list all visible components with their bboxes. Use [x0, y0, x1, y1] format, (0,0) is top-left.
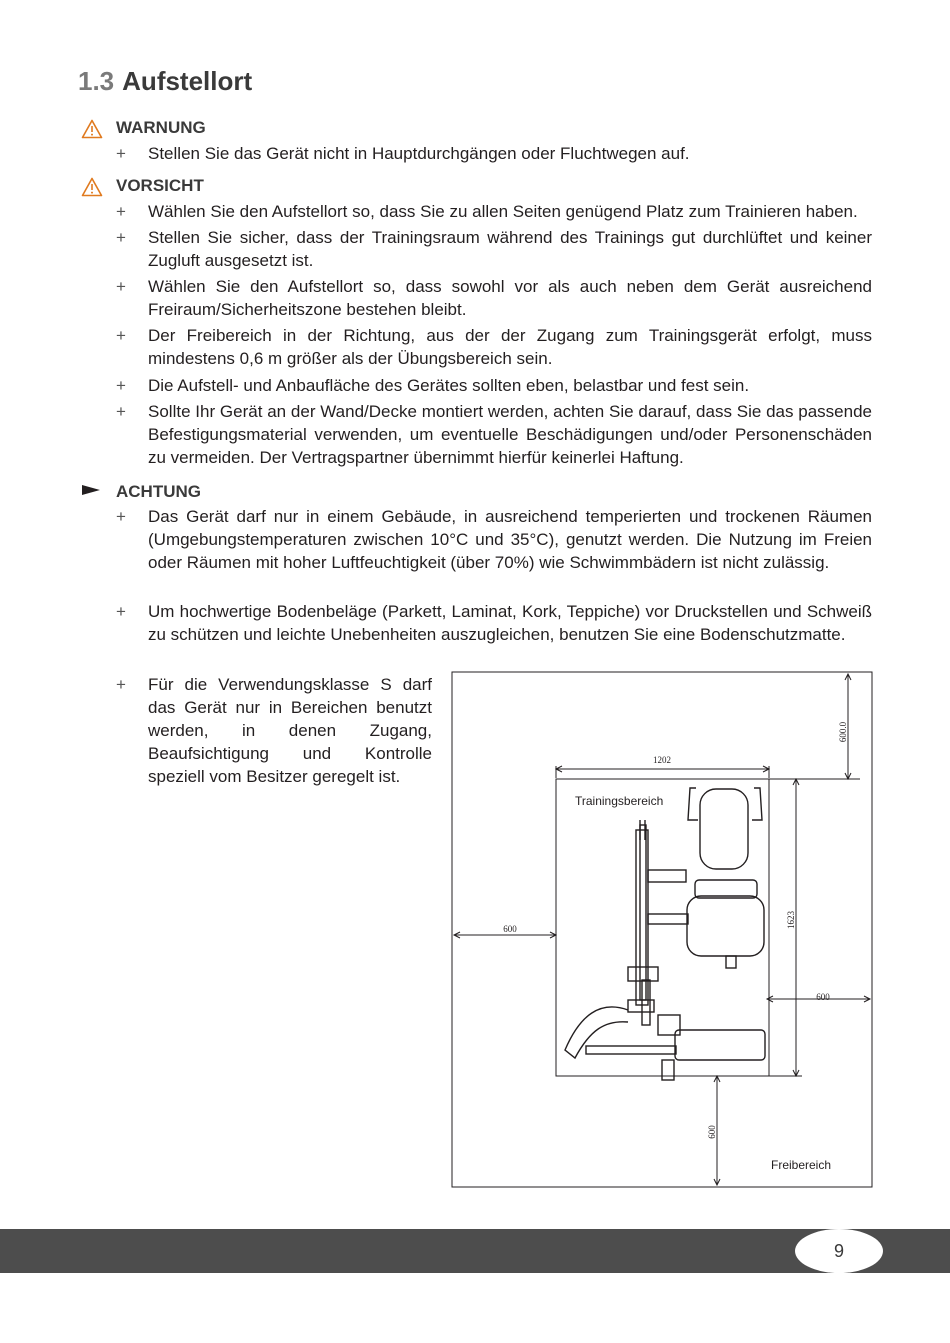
dim-width-label: 1202 [653, 755, 671, 765]
dim-top-label: 600.0 [838, 721, 848, 743]
page-title [78, 66, 252, 97]
bullet-plus: + [116, 144, 126, 163]
arrow-right-icon [81, 484, 101, 496]
achtung-item: + Das Gerät darf nur in einem Gebäude, in ausreichend temperierten und trockenen Räumen (Umgebungstemperaturen zwischen 10°C und 35°C), genutzt werden. Die Nutzung im Freien oder Räumen mit hoher Luftfeuchtigkeit (über 70%) wie Schwimmbädern ist nicht zulässig. [116, 507, 872, 572]
warnung-heading: WARNUNG [116, 118, 206, 137]
warnung-item: + Stellen Sie das Gerät nicht in Hauptdurchgängen oder Fluchtwegen auf. [116, 144, 690, 163]
vorsicht-item: + Wählen Sie den Aufstellort so, dass sowohl vor als auch neben dem Gerät ausreichend Freiraum/Sicherheitszone bestehen bleibt. [116, 277, 872, 319]
bullet-plus: + [116, 326, 126, 345]
vorsicht-item: + Stellen Sie sicher, dass der Trainingsraum während des Trainings gut durchlüftet und keiner Zugluft ausgesetzt ist. [116, 228, 872, 270]
section-number: 1.3 [78, 66, 115, 96]
dim-bottom-label: 600 [707, 1125, 717, 1139]
free-area-label: Freibereich [771, 1158, 832, 1172]
bullet-plus: + [116, 376, 126, 395]
dim-depth-label: 1623 [786, 911, 796, 929]
achtung-heading: ACHTUNG [116, 482, 201, 501]
bullet-plus: + [116, 277, 126, 296]
bullet-plus: + [116, 507, 126, 526]
dim-left-label: 600 [503, 924, 517, 934]
vorsicht-item: + Wählen Sie den Aufstellort so, dass Sie zu allen Seiten genügend Platz zum Trainieren haben. [116, 202, 858, 221]
bullet-plus: + [116, 402, 126, 421]
placement-diagram [450, 670, 875, 1190]
bullet-plus: + [116, 202, 126, 221]
vorsicht-item: + Der Freibereich in der Richtung, aus der der Zugang zum Trainingsgerät erfolgt, muss mindestens 0,6 m größer als der Übungsbereich sein. [116, 326, 872, 368]
bullet-plus: + [116, 602, 126, 621]
achtung-item: + Für die Verwendungsklasse S darf das Gerät nur in Bereichen benutzt werden, in denen Zugang, Beaufsichtigung und Kontrolle speziell vom Besitzer geregelt ist. [116, 675, 432, 786]
bullet-plus: + [116, 228, 126, 247]
achtung-item: + Um hochwertige Bodenbeläge (Parkett, Laminat, Kork, Teppiche) vor Druckstellen und Schweiß zu schützen und leichte Unebenheiten auszugleichen, benutzen Sie eine Bodenschutzmatte. [116, 602, 872, 644]
equipment-drawing [565, 788, 765, 1080]
bullet-plus: + [116, 675, 126, 694]
dim-right-label: 600 [816, 992, 830, 1002]
warning-triangle-icon [81, 177, 103, 197]
vorsicht-heading: VORSICHT [116, 176, 204, 195]
vorsicht-item: + Die Aufstell- und Anbaufläche des Gerätes sollten eben, belastbar und fest sein. [116, 376, 750, 395]
training-area-border [556, 779, 769, 1076]
page-number: 9 [833, 1241, 844, 1261]
warning-triangle-icon [81, 119, 103, 139]
training-area-label: Trainingsbereich [575, 794, 664, 808]
vorsicht-item: + Sollte Ihr Gerät an der Wand/Decke montiert werden, achten Sie darauf, dass Sie das passende Befestigungsmaterial verwenden, um eventuelle Beschädigungen und/oder Personenschäden zu vermeiden. Der Vertragspartner übernimmt hierfür keinerlei Haftung. [116, 402, 872, 467]
section-title: Aufstellort [122, 66, 253, 96]
